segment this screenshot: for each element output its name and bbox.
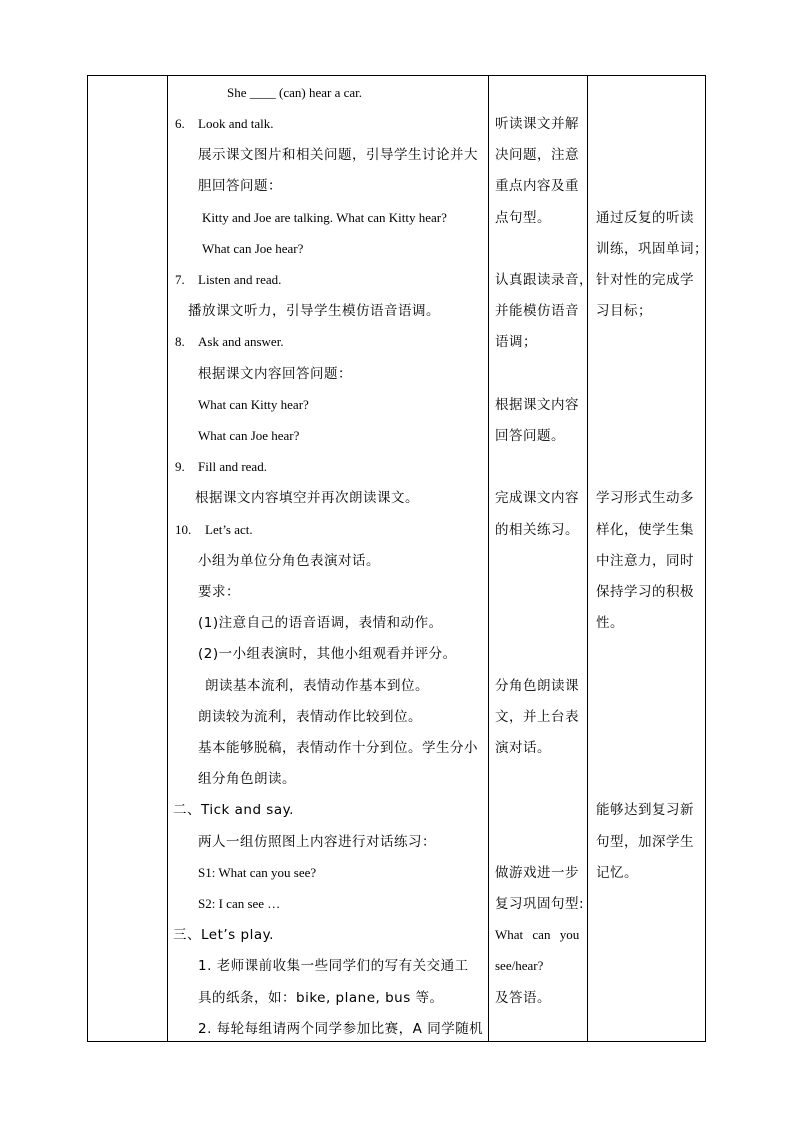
activity-text: see/hear?: [495, 958, 544, 973]
step-text: 两人一组仿照图上内容进行对话练习：: [198, 834, 436, 850]
empty-first-column: [88, 76, 167, 1041]
step-number: 10.: [175, 522, 192, 537]
activity-text: 完成课文内容: [495, 490, 579, 506]
activity-text: 根据课文内容: [495, 397, 579, 413]
step-text: 朗读较为流利，表情动作比较到位。: [198, 709, 422, 725]
design-purpose-cell: [588, 76, 706, 1041]
step-text: What can Joe hear?: [198, 428, 300, 443]
step-text: 2. 每轮每组请两个同学参加比赛，A 同学随机: [198, 1021, 484, 1037]
step-text: 1. 老师课前收集一些同学们的写有关交通工: [198, 958, 469, 974]
step-heading: Fill and read.: [198, 459, 267, 474]
step-text: 朗读基本流利，表情动作基本到位。: [205, 678, 429, 694]
step-number: 8.: [175, 334, 185, 349]
section-heading: 三、Let’s play.: [173, 927, 274, 943]
activity-text: 回答问题。: [495, 428, 565, 444]
purpose-text: 通过反复的听读: [596, 210, 694, 226]
step-text: She ____ (can) hear a car.: [227, 85, 362, 100]
purpose-text: 训练，巩固单词；: [596, 241, 708, 257]
step-heading: Look and talk.: [198, 116, 274, 131]
purpose-text: 针对性的完成学: [596, 272, 694, 288]
activity-text: 听读课文并解: [495, 116, 579, 132]
purpose-text: 记忆。: [596, 865, 638, 881]
step-text: 根据课文内容填空并再次朗读课文。: [195, 490, 419, 506]
step-heading: Ask and answer.: [198, 334, 284, 349]
step-text: 基本能够脱稿，表情动作十分到位。学生分小: [198, 740, 478, 756]
step-text: What can Kitty hear?: [198, 397, 309, 412]
step-text: 胆回答问题：: [198, 178, 282, 194]
activity-text: 认真跟读录音，: [495, 272, 593, 288]
activity-text: 文，并上台表: [495, 709, 579, 725]
activity-text: 做游戏进一步: [495, 865, 579, 881]
activity-text: 分角色朗读课: [495, 678, 579, 694]
step-heading: Listen and read.: [198, 272, 282, 287]
purpose-text: 能够达到复习新: [596, 802, 694, 818]
activity-text: 决问题，注意: [495, 147, 579, 163]
purpose-text: 中注意力，同时: [596, 553, 694, 569]
activity-text: 复习巩固句型:: [495, 896, 585, 912]
purpose-text: 保持学习的积极: [596, 584, 694, 600]
activity-text: 及答语。: [495, 990, 551, 1006]
activity-text: 的相关练习。: [495, 522, 579, 538]
step-text: 根据课文内容回答问题：: [198, 366, 352, 382]
lesson-plan-table: [87, 75, 706, 1042]
step-text: S2: I can see …: [198, 896, 281, 911]
step-heading: Let’s act.: [205, 522, 253, 537]
step-text: 展示课文图片和相关问题，引导学生讨论并大: [198, 147, 478, 163]
purpose-text: 学习形式生动多: [596, 490, 694, 506]
step-text: 组分角色朗读。: [198, 771, 296, 787]
purpose-text: 性。: [596, 615, 624, 631]
activity-text: What can you: [495, 927, 580, 942]
step-text: 要求：: [198, 584, 240, 600]
step-text: 小组为单位分角色表演对话。: [198, 553, 380, 569]
step-text: What can Joe hear?: [202, 241, 304, 256]
teaching-steps-cell: [168, 76, 488, 1041]
step-text: S1: What can you see?: [198, 865, 317, 880]
activity-text: 并能模仿语音: [495, 303, 579, 319]
step-text: (1)注意自己的语音语调，表情和动作。: [198, 615, 443, 631]
step-text: Kitty and Joe are talking. What can Kitty hear?: [202, 210, 447, 225]
step-number: 7.: [175, 272, 185, 287]
step-text: (2)一小组表演时，其他小组观看并评分。: [198, 646, 457, 662]
step-number: 6.: [175, 116, 185, 131]
activity-text: 演对话。: [495, 740, 551, 756]
step-text: 具的纸条，如：bike, plane, bus 等。: [198, 990, 444, 1006]
step-text: 播放课文听力，引导学生模仿语音语调。: [188, 303, 440, 319]
student-activity-cell: [489, 76, 593, 1041]
section-heading: 二、Tick and say.: [173, 802, 294, 818]
step-number: 9.: [175, 459, 185, 474]
activity-text: 点句型。: [495, 210, 551, 226]
activity-text: 语调；: [495, 334, 537, 350]
purpose-text: 句型，加深学生: [596, 834, 694, 850]
activity-text: 重点内容及重: [495, 178, 579, 194]
purpose-text: 习目标；: [596, 303, 652, 319]
purpose-text: 样化，使学生集: [596, 522, 694, 538]
